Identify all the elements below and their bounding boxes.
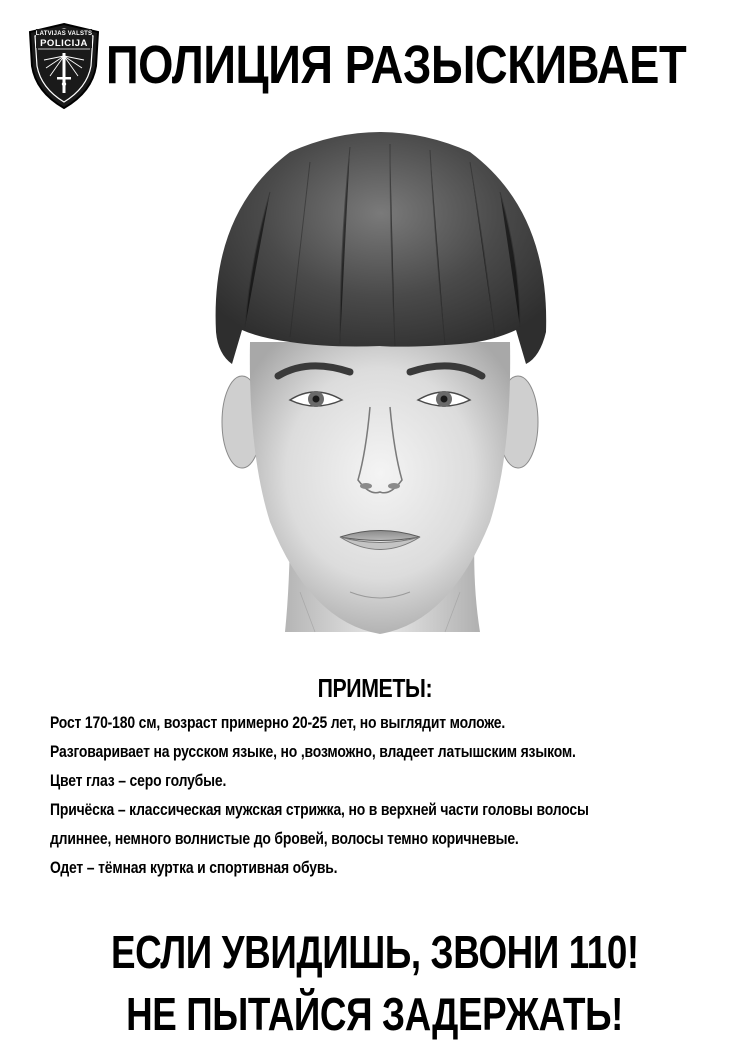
description-line: Рост 170-180 см, возраст примерно 20-25 лет, но выглядит моложе. — [50, 713, 506, 732]
poster-header — [26, 22, 726, 112]
badge-caption-bottom: POLICIJA — [40, 38, 88, 49]
description-line: Одет – тёмная куртка и спортивная обувь. — [50, 858, 338, 877]
description-line: Разговаривает на русском языке, но ,возможно, владеет латышским языком. — [50, 742, 576, 761]
call-to-action-line-1: ЕСЛИ УВИДИШЬ, ЗВОНИ 110! — [111, 926, 639, 978]
description-line: длиннее, немного волнистые до бровей, волосы темно коричневые. — [50, 829, 519, 848]
call-to-action-line-2: НЕ ПЫТАЙСЯ ЗАДЕРЖАТЬ! — [126, 988, 624, 1040]
poster-title: ПОЛИЦИЯ РАЗЫСКИВАЕТ — [106, 35, 687, 95]
police-badge-icon — [26, 22, 102, 110]
suspect-sketch-portrait — [190, 122, 570, 652]
description-line: Причёска – классическая мужская стрижка, но в верхней части головы волосы — [50, 800, 589, 819]
description-heading: ПРИМЕТЫ: — [317, 673, 433, 703]
description-line: Цвет глаз – серо голубые. — [50, 771, 227, 790]
description-list — [50, 708, 730, 882]
badge-caption-top: LATVIJAS VALSTS — [35, 31, 93, 37]
